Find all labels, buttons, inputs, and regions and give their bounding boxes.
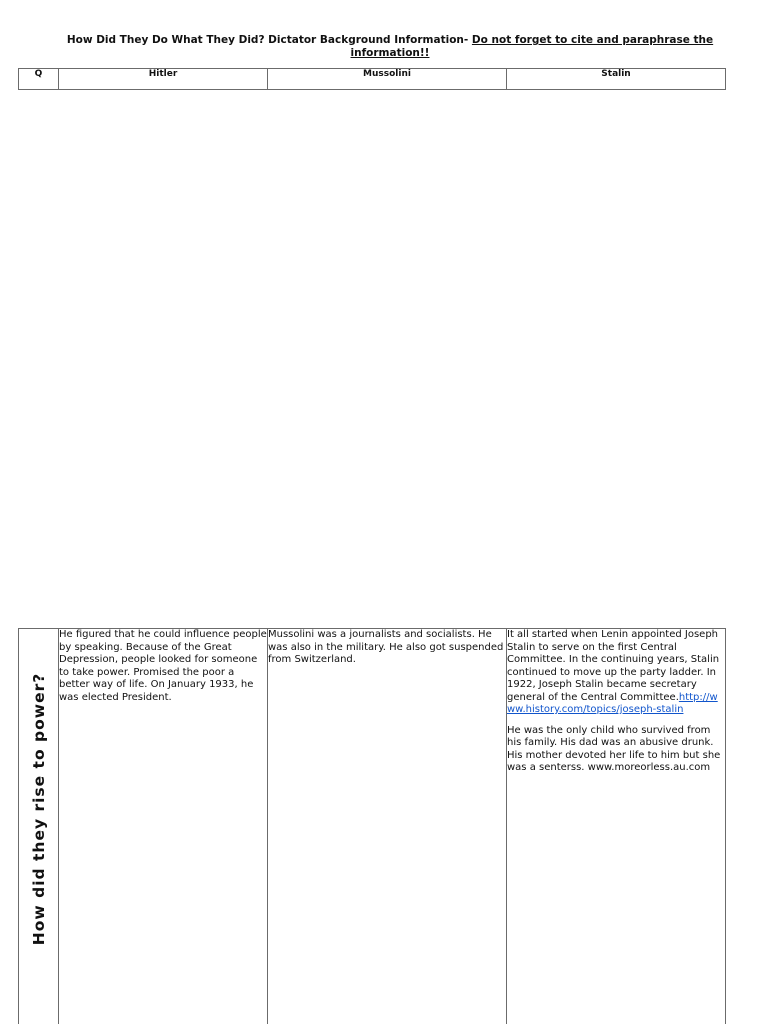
- document-title: [40, 34, 740, 60]
- mussolini-cell: [268, 629, 507, 1024]
- header-row: [19, 69, 726, 90]
- header-table: [18, 68, 726, 90]
- stalin-paragraph-1: [507, 629, 725, 717]
- question-cell: [19, 629, 59, 1024]
- hitler-text: He figured that he could influence people by speaking. Because of the Great Depression, people looked for someone to take power. Promised the poor a better way of life. On January 1933, he was elected President.: [59, 629, 267, 703]
- stalin-source-link[interactable]: http://www.history.com/topics/joseph-stalin: [507, 691, 718, 715]
- question-label: How did they rise to power?: [29, 672, 48, 946]
- stalin-text-1: It all started when Lenin appointed Joseph Stalin to serve on the first Central Committee. In the continuing years, Stalin continued to move up the party ladder. In 1922, Joseph Stalin became secretary general of the Central Committee.: [507, 629, 720, 703]
- header-q: Q: [19, 69, 59, 90]
- header-hitler: Hitler: [59, 69, 268, 90]
- header-stalin: Stalin: [507, 69, 726, 90]
- title-text: How Did They Do What They Did? Dictator Background Information-: [66, 34, 472, 46]
- hitler-cell: [59, 629, 268, 1024]
- body-table: [18, 628, 726, 1024]
- stalin-paragraph-2: He was the only child who survived from his family. His dad was an abusive drunk. His mother devoted her life to him but she was a senterss. www.moreorless.au.com: [507, 724, 721, 773]
- header-mussolini: Mussolini: [268, 69, 507, 90]
- mussolini-text: Mussolini was a journalists and socialists. He was also in the military. He also got suspended from Switzerland.: [268, 629, 504, 665]
- table-row: [19, 629, 726, 1024]
- stalin-cell: [507, 629, 726, 1024]
- title-warning: Do not forget to cite and paraphrase the information!!: [350, 34, 714, 59]
